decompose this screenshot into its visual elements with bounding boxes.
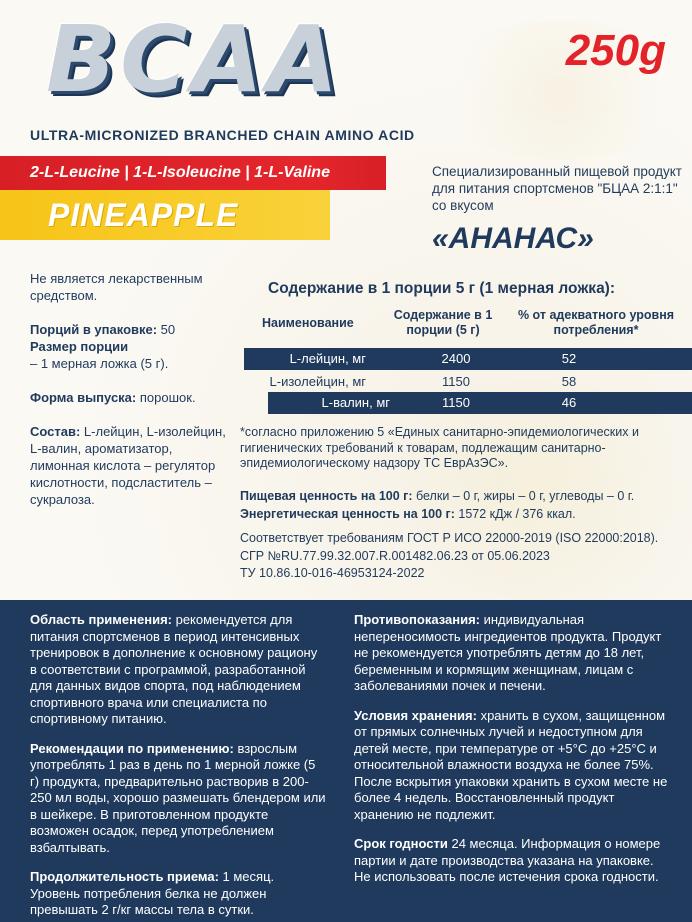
table-header-name: Наименование: [262, 316, 354, 330]
usage-value: взрослым употреблять 1 раз в день по 1 мерной ложке (5 г) продукта, предварительно растворив в 200-250 мл воды, хорошо размешать блендером или в шейкере. В приготовленном продукте возможен осадок, перед употреблением взбалтывать.: [30, 740, 326, 855]
shelf-info: [354, 836, 672, 886]
energy-value: 1572 кДж / 376 ккал.: [454, 507, 576, 521]
row-name: L-валин, мг: [321, 395, 390, 410]
usage-label: Рекомендации по применению:: [30, 740, 234, 756]
net-weight: 250g: [565, 26, 666, 75]
usage-info: [30, 741, 326, 857]
nutrition-label: Пищевая ценность на 100 г:: [240, 489, 413, 503]
nutrition-info: [240, 487, 690, 523]
serving-label: Размер порции: [30, 339, 129, 354]
bottom-info-panel: [0, 600, 692, 922]
row-amount: 1150: [442, 395, 470, 410]
amino-ratio-bar: 2-L-Leucine | 1-L-Isoleucine | 1-L-Valine: [0, 156, 386, 190]
row-name: L-изолейцин, мг: [269, 374, 366, 389]
table-header-percent: % от адекватного уровня потребления*: [517, 308, 675, 337]
table-header-amount: Содержание в 1 порции (5 г): [393, 308, 493, 337]
contra-label: Противопоказания:: [354, 612, 480, 627]
composition-info: [30, 423, 230, 508]
sgr-line: СГР №RU.77.99.32.007.R.001482.06.23 от 05.06.2023: [240, 548, 550, 563]
gost-line: Соответствует требованиям ГОСТ Р ИСО 22000-2019 (ISO 22000:2018).: [240, 531, 659, 545]
table-row: [244, 371, 692, 393]
form-label: Форма выпуска:: [30, 390, 137, 405]
row-name: L-лейцин, мг: [289, 351, 366, 366]
not-medicine-note: Не является лекарственным средством.: [30, 271, 203, 303]
brand-title: BCAA: [46, 6, 343, 113]
row-percent: 52: [561, 351, 577, 366]
nutrition-value: белки – 0 г, жиры – 0 г, углеводы – 0 г.: [412, 489, 635, 503]
row-percent: 58: [561, 374, 577, 389]
bottom-left-column: [30, 612, 326, 922]
row-amount: 1150: [442, 374, 470, 389]
duration-info: [30, 869, 326, 919]
bottom-right-column: [354, 612, 672, 899]
composition-value: L-лейцин, L-изолейцин, L-валин, ароматизатор, лимонная кислота – регулятор кислотности, подсластитель – сукралоза.: [30, 424, 226, 507]
table-title: Содержание в 1 порции 5 г (1 мерная ложка):: [268, 280, 616, 297]
serving-value: – 1 мерная ложка (5 г).: [30, 356, 169, 371]
shelf-value: 24 месяца. Информация о номере партии и дате производства указана на упаковке. Не использовать после истечения срока годности.: [354, 836, 661, 884]
product-flavor: «АНАНАС»: [432, 222, 594, 255]
brand-subtitle: ULTRA-MICRONIZED BRANCHED CHAIN AMINO ACID: [30, 127, 415, 143]
form-info: [30, 389, 230, 406]
contra-value: индивидуальная непереносимость ингредиентов продукта. Продукт не рекомендуется употреблять детям до 18 лет, беременным и кормящим женщинам, лицам с заболеваниями почек и печени.: [354, 612, 662, 693]
portions-info: [30, 321, 230, 372]
row-percent: 46: [561, 395, 577, 410]
portions-label: Порций в упаковке:: [30, 322, 158, 337]
composition-label: Состав:: [30, 424, 81, 439]
application-info: [30, 612, 326, 728]
table-row: [268, 392, 692, 414]
application-label: Область применения:: [30, 612, 172, 627]
compliance-info: [240, 530, 685, 583]
tu-line: ТУ 10.86.10-016-46953124-2022: [240, 566, 425, 580]
left-info-column: [30, 270, 230, 525]
table-row: [244, 348, 692, 370]
contra-info: [354, 612, 672, 695]
shelf-label: Срок годности: [354, 836, 448, 851]
duration-value: 1 месяц. Уровень потребления белка не должен превышать 2 г/кг массы тела в сутки.: [30, 869, 275, 917]
product-description: Специализированный пищевой продукт для питания спортсменов "БЦАА 2:1:1" со вкусом: [432, 164, 682, 213]
storage-info: [354, 708, 672, 824]
form-value: порошок.: [136, 390, 196, 405]
application-value: рекомендуется для питания спортсменов в период интенсивных тренировок в дополнение к основному рациону в соответствии с программой, разработанной для данных видов спорта, под наблюдением спортивного врача или специалиста по спортивному питанию.: [30, 612, 318, 726]
storage-label: Условия хранения:: [354, 707, 477, 723]
footnote: *согласно приложению 5 «Единых санитарно-эпидемиологических и гигиенических требований к товарам, подлежащим санитарно-эпидемиологическому надзору ТС ЕврАзЭС».: [240, 425, 639, 470]
energy-label: Энергетическая ценность на 100 г:: [240, 507, 455, 521]
storage-value: хранить в сухом, защищенном от прямых солнечных лучей и недоступном для детей месте, при температуре от +5°С до +25°С и относительной влажности воздуха не более 75%. После вскрытия упаковки хранить в сухом месте не более 4 недель. Восстановленный продукт хранению не подлежит.: [354, 707, 668, 822]
flavor-bar: PINEAPPLE: [0, 190, 330, 240]
duration-label: Продолжительность приема:: [30, 869, 219, 884]
row-amount: 2400: [441, 351, 471, 366]
portions-value: 50: [157, 322, 176, 337]
